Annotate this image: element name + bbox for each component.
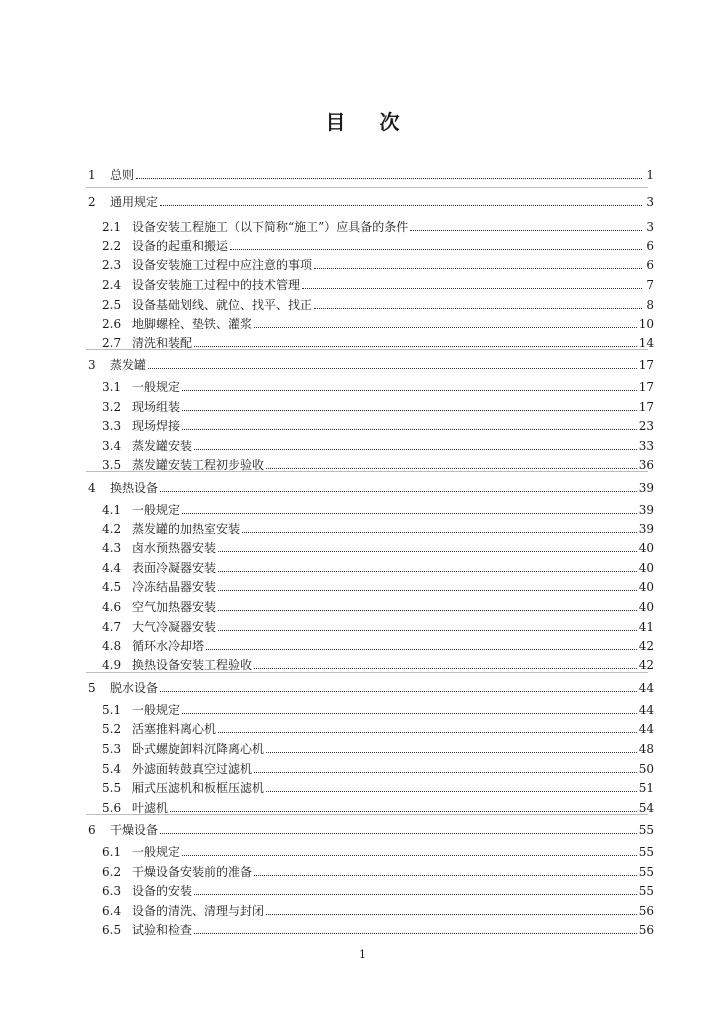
toc-leader [218, 551, 637, 552]
toc-page: 51 [638, 781, 654, 795]
toc-section[interactable] [0, 740, 725, 758]
toc-section[interactable] [0, 378, 725, 396]
toc-page: 17 [638, 358, 654, 372]
toc-number: 4.7 [102, 620, 122, 634]
toc-leader [242, 532, 637, 533]
toc-page: 6 [646, 258, 654, 272]
toc-page: 40 [638, 600, 654, 614]
toc-section[interactable] [0, 315, 725, 333]
toc-number: 2.2 [102, 239, 122, 253]
toc-leader [170, 811, 637, 812]
toc-leader [266, 468, 637, 469]
toc-leader [266, 752, 637, 753]
toc-leader [218, 630, 637, 631]
toc-page: 41 [638, 620, 654, 634]
toc-title: 干燥设备安装前的准备 [132, 865, 253, 879]
toc-title: 一般规定 [132, 845, 181, 859]
toc-number: 4.4 [102, 561, 122, 575]
toc-section[interactable] [0, 902, 725, 920]
toc-section[interactable] [0, 501, 725, 519]
toc-section[interactable] [0, 276, 725, 294]
toc-leader [182, 410, 637, 411]
toc-page: 55 [638, 845, 654, 859]
toc-divider [86, 349, 648, 350]
toc-page: 8 [646, 298, 654, 312]
toc-title: 蒸发罐的加热室安装 [132, 522, 241, 536]
toc-title: 脱水设备 [110, 681, 159, 695]
toc-leader [194, 449, 637, 450]
toc-title: 设备的安装 [132, 884, 193, 898]
toc-page: 39 [638, 522, 654, 536]
toc-section[interactable] [0, 296, 725, 314]
toc-number: 4.8 [102, 639, 122, 653]
toc-title: 试验和检查 [132, 923, 193, 937]
toc-title: 卤水预热器安装 [132, 541, 217, 555]
toc-title: 一般规定 [132, 380, 181, 394]
toc-title: 叶滤机 [132, 801, 169, 815]
toc-page: 42 [638, 639, 654, 653]
toc-section[interactable] [0, 578, 725, 596]
toc-title: 表面冷凝器安装 [132, 561, 217, 575]
toc-page: 56 [638, 904, 654, 918]
toc-number: 2.4 [102, 278, 122, 292]
toc-page: 39 [638, 503, 654, 517]
toc-number: 4.9 [102, 658, 122, 672]
toc-section[interactable] [0, 539, 725, 557]
toc-number: 3.2 [102, 400, 122, 414]
toc-page: 33 [638, 439, 654, 453]
toc-section[interactable] [0, 598, 725, 616]
page-title [0, 106, 725, 135]
toc-page: 42 [638, 658, 654, 672]
toc-title: 清洗和装配 [132, 336, 193, 350]
toc-page: 40 [638, 580, 654, 594]
toc-leader [160, 833, 637, 834]
toc-leader [160, 691, 637, 692]
toc-number: 5.2 [102, 722, 122, 736]
toc-section[interactable] [0, 720, 725, 738]
toc-title: 蒸发罐 [110, 358, 147, 372]
toc-section[interactable] [0, 417, 725, 435]
toc-leader [182, 390, 637, 391]
toc-number: 5.3 [102, 742, 122, 756]
toc-title: 设备安装施工过程中的技术管理 [132, 278, 301, 292]
toc-page: 3 [646, 195, 654, 209]
toc-leader [266, 914, 637, 915]
toc-number: 5.6 [102, 801, 122, 815]
toc-title: 地脚螺栓、垫铁、灌浆 [132, 317, 253, 331]
toc-page: 17 [638, 400, 654, 414]
toc-page: 23 [638, 419, 654, 433]
toc-section[interactable] [0, 559, 725, 577]
toc-leader [218, 571, 637, 572]
toc-title: 一般规定 [132, 703, 181, 717]
toc-section[interactable] [0, 760, 725, 778]
toc-section[interactable] [0, 843, 725, 861]
toc-leader [136, 178, 642, 179]
toc-page: 36 [638, 458, 654, 472]
toc-chapter[interactable] [0, 679, 725, 697]
toc-section[interactable] [0, 618, 725, 636]
toc-title: 换热设备安装工程验收 [132, 658, 253, 672]
toc-leader [182, 429, 637, 430]
toc-section[interactable] [0, 701, 725, 719]
toc-page: 55 [638, 865, 654, 879]
toc-leader [218, 610, 637, 611]
toc-chapter[interactable] [0, 356, 725, 374]
toc-section[interactable] [0, 237, 725, 255]
toc-section[interactable] [0, 437, 725, 455]
toc-leader [314, 308, 642, 309]
toc-page: 54 [638, 801, 654, 815]
toc-title: 总则 [110, 168, 135, 182]
toc-page: 40 [638, 561, 654, 575]
toc-number: 4.2 [102, 522, 122, 536]
toc-page: 44 [638, 681, 654, 695]
toc-chapter[interactable] [0, 821, 725, 839]
toc-leader [160, 205, 642, 206]
toc-page: 1 [646, 168, 654, 182]
toc-number: 6.4 [102, 904, 122, 918]
toc-title: 现场焊接 [132, 419, 181, 433]
toc-number: 2.6 [102, 317, 122, 331]
toc-number: 2.5 [102, 298, 122, 312]
toc-page: 3 [646, 220, 654, 234]
toc-number: 6.3 [102, 884, 122, 898]
toc-title: 冷冻结晶器安装 [132, 580, 217, 594]
toc-number: 6.1 [102, 845, 122, 859]
toc-page: 7 [646, 278, 654, 292]
toc-divider [86, 187, 648, 188]
toc-section[interactable] [0, 256, 725, 274]
toc-page: 39 [638, 481, 654, 495]
toc-leader [194, 346, 637, 347]
toc-leader [254, 327, 637, 328]
toc-number: 6 [88, 823, 96, 837]
toc-title: 蒸发罐安装工程初步验收 [132, 458, 265, 472]
toc-title: 设备安装施工过程中应注意的事项 [132, 258, 313, 272]
toc-divider [86, 672, 648, 673]
toc-page: 55 [638, 823, 654, 837]
toc-number: 4.6 [102, 600, 122, 614]
toc-leader [254, 772, 637, 773]
title-char-1: 目 [325, 110, 346, 134]
toc-leader [160, 491, 637, 492]
toc-number: 4.1 [102, 503, 122, 517]
toc-number: 3 [88, 358, 96, 372]
toc-page: 44 [638, 703, 654, 717]
toc-title: 设备安装工程施工（以下简称“施工”）应具备的条件 [132, 220, 409, 234]
toc-number: 6.2 [102, 865, 122, 879]
toc-number: 5.5 [102, 781, 122, 795]
toc-section[interactable] [0, 921, 725, 939]
toc-title: 换热设备 [110, 481, 159, 495]
toc-chapter[interactable] [0, 166, 725, 184]
toc-title: 大气冷凝器安装 [132, 620, 217, 634]
toc-number: 2.3 [102, 258, 122, 272]
toc-section[interactable] [0, 520, 725, 538]
toc-leader [148, 368, 637, 369]
toc-number: 2.7 [102, 336, 122, 350]
toc-number: 2.1 [102, 220, 122, 234]
toc-number: 5 [88, 681, 96, 695]
toc-title: 循环水冷却塔 [132, 639, 205, 653]
toc-divider [86, 814, 648, 815]
toc-leader [194, 933, 637, 934]
toc-number: 4.3 [102, 541, 122, 555]
toc-title: 设备基础划线、就位、找平、找正 [132, 298, 313, 312]
toc-section[interactable] [0, 863, 725, 881]
toc-leader [254, 875, 637, 876]
toc-chapter[interactable] [0, 193, 725, 211]
toc-page: 50 [638, 762, 654, 776]
toc-leader [182, 513, 637, 514]
title-char-2: 次 [379, 110, 400, 134]
toc-page: 10 [638, 317, 654, 331]
toc-leader [302, 288, 642, 289]
toc-leader [410, 230, 642, 231]
toc-title: 蒸发罐安装 [132, 439, 193, 453]
toc-leader [266, 791, 637, 792]
toc-section[interactable] [0, 637, 725, 655]
toc-number: 2 [88, 195, 96, 209]
toc-number: 6.5 [102, 923, 122, 937]
toc-title: 活塞推料离心机 [132, 722, 217, 736]
toc-page: 56 [638, 923, 654, 937]
toc-leader [182, 855, 637, 856]
toc-leader [206, 649, 637, 650]
toc-title: 设备的清洗、清理与封闭 [132, 904, 265, 918]
toc-page: 40 [638, 541, 654, 555]
toc-section[interactable] [0, 218, 725, 236]
toc-chapter[interactable] [0, 479, 725, 497]
toc-number: 3.5 [102, 458, 122, 472]
toc-leader [314, 268, 642, 269]
toc-leader [182, 713, 637, 714]
toc-page: 55 [638, 884, 654, 898]
toc-section[interactable] [0, 779, 725, 797]
toc-leader [218, 590, 637, 591]
toc-number: 3.3 [102, 419, 122, 433]
toc-number: 4.5 [102, 580, 122, 594]
toc-leader [230, 249, 642, 250]
toc-number: 5.1 [102, 703, 122, 717]
toc-page: 17 [638, 380, 654, 394]
toc-section[interactable] [0, 398, 725, 416]
toc-title: 一般规定 [132, 503, 181, 517]
toc-leader [218, 732, 637, 733]
toc-divider [86, 471, 648, 472]
toc-title: 干燥设备 [110, 823, 159, 837]
toc-section[interactable] [0, 882, 725, 900]
toc-title: 通用规定 [110, 195, 159, 209]
toc-number: 3.4 [102, 439, 122, 453]
toc-title: 设备的起重和搬运 [132, 239, 229, 253]
toc-leader [254, 668, 637, 669]
toc-title: 空气加热器安装 [132, 600, 217, 614]
toc-leader [194, 894, 637, 895]
toc-title: 现场组装 [132, 400, 181, 414]
toc-number: 3.1 [102, 380, 122, 394]
toc-page: 14 [638, 336, 654, 350]
toc-number: 5.4 [102, 762, 122, 776]
toc-page: 48 [638, 742, 654, 756]
toc-number: 1 [88, 168, 96, 182]
toc-title: 厢式压滤机和板框压滤机 [132, 781, 265, 795]
toc-number: 4 [88, 481, 96, 495]
toc-title: 外滤面转鼓真空过滤机 [132, 762, 253, 776]
page-number: 1 [359, 948, 366, 961]
toc-page: 6 [646, 239, 654, 253]
toc-title: 卧式螺旋卸料沉降离心机 [132, 742, 265, 756]
toc-page: 44 [638, 722, 654, 736]
